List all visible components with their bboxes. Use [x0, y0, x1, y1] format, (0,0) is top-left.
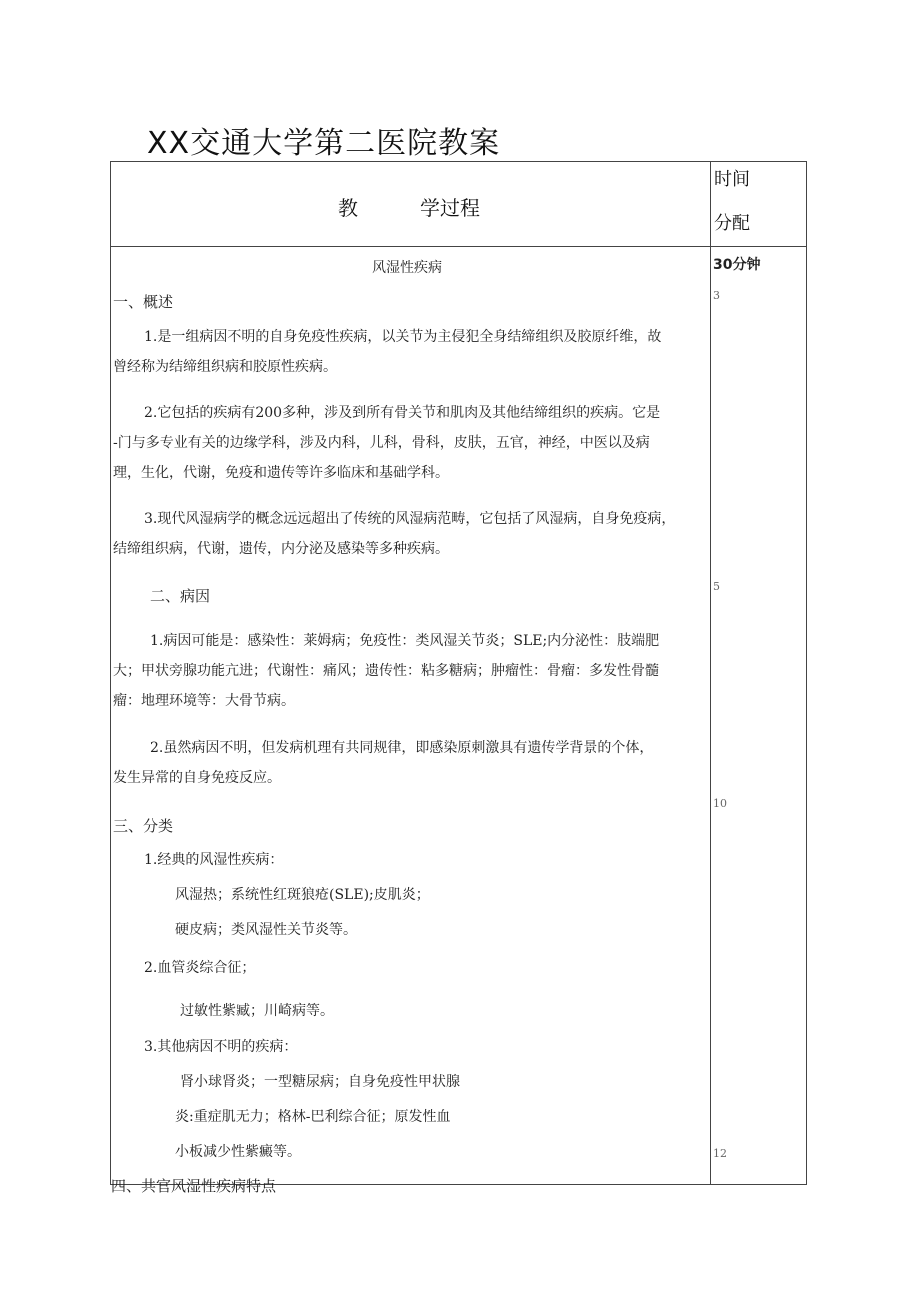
time-mark: 3 — [713, 289, 720, 302]
section-classification-title: 三、分类 — [113, 817, 174, 835]
para2-line2: -门与多专业有关的边缘学科，涉及内科，儿科，骨科，皮肤，五官，神经，中医以及病 — [113, 435, 650, 451]
header-divider — [110, 246, 807, 247]
time-mark: 12 — [713, 1147, 727, 1160]
class3-line1: 肾小球肾炎；一型糖尿病；自身免疫性甲状腺 — [180, 1074, 460, 1090]
section-features-title: 四、共官风湿性疾病特点 — [111, 1177, 277, 1195]
class2-title: 2.血管炎综合征； — [144, 960, 256, 976]
document-title: XX交通大学第二医院教案 — [147, 126, 501, 161]
section-features-title-cut — [111, 1177, 709, 1195]
duration-total: 30分钟 — [713, 257, 761, 273]
class2-line1: 过敏性紫臧；川崎病等。 — [180, 1003, 334, 1019]
para4-line3: 瘤：地理环境等：大骨节病。 — [113, 693, 295, 709]
section-cause-title: 二、病因 — [150, 587, 211, 605]
para5-line2: 发生异常的自身免疫反应。 — [113, 770, 281, 786]
header-time-line2: 分配 — [714, 213, 750, 234]
para4-line1: 1.病因可能是：感染性：莱姆病；免疫性：类风湿关节炎；SLE;内分泌性：肢端肥 — [150, 633, 660, 649]
para1-line1: 1.是一组病因不明的自身免疫性疾病，以关节为主侵犯全身结缔组织及胶原纤维，故 — [144, 329, 662, 345]
section-overview-title: 一、概述 — [113, 293, 174, 311]
class3-line3: 小板减少性紫癜等。 — [175, 1144, 301, 1160]
time-mark: 10 — [713, 797, 727, 810]
class3-title: 3.其他病因不明的疾病： — [144, 1039, 298, 1055]
class3-line2: 炎:重症肌无力；格林-巴利综合征；原发性血 — [175, 1109, 451, 1125]
para4-line2: 大；甲状旁腺功能亢进；代谢性：痛风；遗传性：粘多糖病；肿瘤性：骨瘤：多发性骨髓 — [113, 663, 659, 679]
para2-line1: 2.它包括的疾病有200多种，涉及到所有骨关节和肌肉及其他结缔组织的疾病。它是 — [144, 405, 661, 421]
para3-line1: 3.现代风湿病学的概念远远超出了传统的风湿病范畴，它包括了风湿病，自身免疫病， — [144, 511, 676, 527]
class1-line1: 风湿热；系统性红斑狼疮(SLE);皮肌炎； — [175, 887, 430, 903]
para1-line2: 曾经称为结缔组织病和胶原性疾病。 — [113, 359, 337, 375]
header-teaching: 教 — [338, 196, 358, 220]
header-time-line1: 时间 — [714, 169, 750, 190]
para3-line2: 结缔组织病，代谢，遗传，内分泌及感染等多种疾病。 — [113, 541, 449, 557]
header-process: 学过程 — [420, 196, 480, 220]
class1-title: 1.经典的风湿性疾病： — [144, 852, 284, 868]
class1-line2: 硬皮病；类风湿性关节炎等。 — [175, 922, 357, 938]
para5-line1: 2.虽然病因不明，但发病机理有共同规律，即感染原刺激具有遗传学背景的个体， — [150, 740, 654, 756]
column-divider — [710, 161, 711, 1185]
para2-line3: 理，生化，代谢，免疫和遗传等许多临床和基础学科。 — [113, 465, 449, 481]
lesson-heading: 风湿性疾病 — [372, 260, 442, 276]
time-mark: 5 — [713, 580, 720, 593]
